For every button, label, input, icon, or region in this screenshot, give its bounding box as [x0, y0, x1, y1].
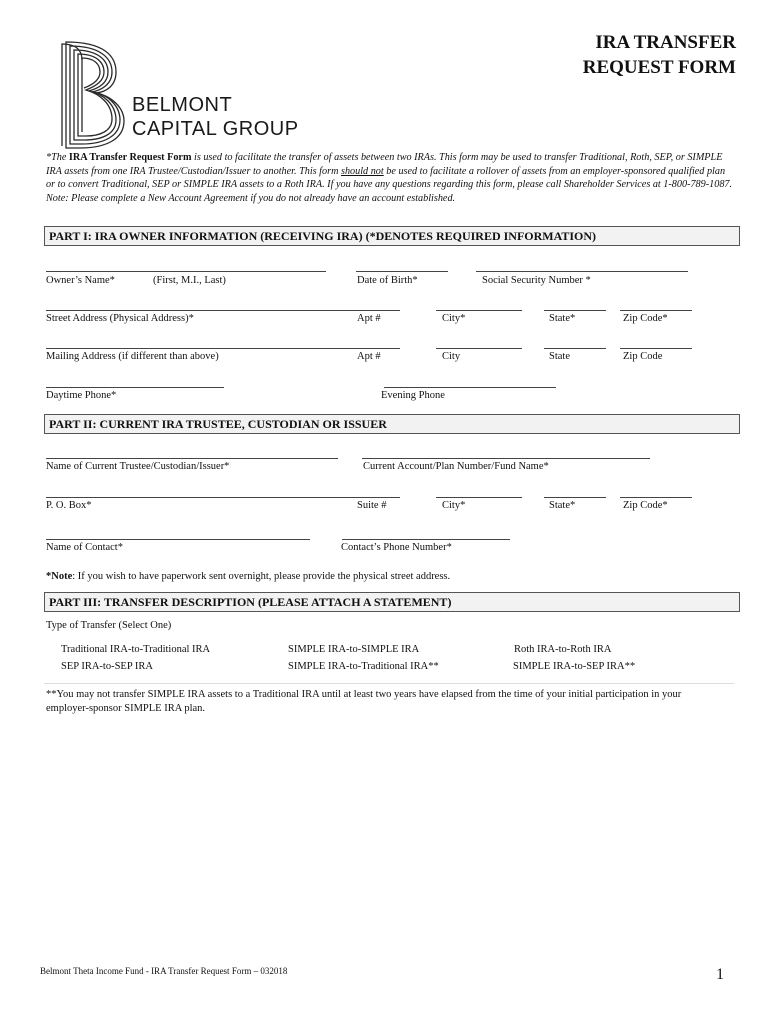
form-title-line2: REQUEST FORM: [582, 57, 736, 78]
street-label: Street Address (Physical Address)*: [46, 313, 194, 324]
option-simple-to-traditional[interactable]: SIMPLE IRA-to-Traditional IRA**: [288, 661, 439, 672]
owners-name-hint: (First, M.I., Last): [153, 275, 226, 286]
state2-label: State: [549, 351, 570, 362]
transfer-type-label: Type of Transfer (Select One): [46, 620, 172, 631]
zip1-field[interactable]: [620, 310, 692, 311]
trustee-name-label: Name of Current Trustee/Custodian/Issuer*: [46, 461, 230, 472]
logo-name-line1: BELMONT: [132, 94, 233, 116]
city2-field[interactable]: [436, 348, 522, 349]
day-phone-field[interactable]: [46, 387, 224, 388]
trustee-name-field[interactable]: [46, 458, 338, 459]
state-field[interactable]: [544, 497, 606, 498]
intro-paragraph: [46, 151, 736, 205]
state1-label: State*: [549, 313, 576, 324]
option-sep-to-sep[interactable]: SEP IRA-to-SEP IRA: [61, 661, 153, 672]
intro-part2: is used to facilitate the transfer of assets between two IRAs. This form may be used to transfer Traditional, Roth, SEP, or SIMPLE IRA assets from one IRA Trustee/Custodian/Issuer to another. This form: [46, 152, 723, 177]
zip2-field[interactable]: [620, 348, 692, 349]
logo-name-line2: CAPITAL GROUP: [132, 118, 299, 140]
owners-name-label: Owner’s Name*: [46, 275, 115, 286]
city1-label: City*: [442, 313, 466, 324]
option-simple-to-sep[interactable]: SIMPLE IRA-to-SEP IRA**: [513, 661, 636, 672]
option-traditional-to-traditional[interactable]: Traditional IRA-to-Traditional IRA: [61, 644, 211, 655]
belmont-logo-icon: [56, 40, 126, 150]
state1-field[interactable]: [544, 310, 606, 311]
street-field[interactable]: [46, 310, 400, 311]
simple-ira-footnote: **You may not transfer SIMPLE IRA assets to a Traditional IRA until at least two years have elapsed from the time of your initial participation in your employer-sponsor SIMPLE IRA plan.: [46, 689, 682, 714]
page-number: 1: [716, 966, 724, 983]
option-roth-to-roth[interactable]: Roth IRA-to-Roth IRA: [514, 644, 612, 655]
ssn-label: Social Security Number *: [482, 275, 591, 286]
footer-text: Belmont Theta Income Fund - IRA Transfer Request Form – 032018: [40, 966, 288, 976]
city-label: City*: [442, 500, 466, 511]
eve-phone-label: Evening Phone: [381, 390, 445, 401]
city1-field[interactable]: [436, 310, 522, 311]
apt2-label: Apt #: [357, 351, 381, 362]
dob-label: Date of Birth*: [357, 275, 418, 286]
part2-heading: PART II: CURRENT IRA TRUSTEE, CUSTODIAN OR ISSUER: [44, 414, 740, 434]
intro-part3: be used to facilitate a rollover of assets from an employer-sponsored qualified plan or to convert Traditional, SEP or SIMPLE IRA assets to a Roth IRA. If you have any questions regarding this form, please call Shareholder Services at 1-800-789-1087. Note: Please complete a New Account Agreement if you do not already have an account established.: [46, 165, 733, 204]
state2-field[interactable]: [544, 348, 606, 349]
eve-phone-field[interactable]: [384, 387, 556, 388]
form-title-line1: IRA TRANSFER: [595, 32, 736, 53]
po-box-field[interactable]: [46, 497, 400, 498]
state-label: State*: [549, 500, 576, 511]
zip-field[interactable]: [620, 497, 692, 498]
account-number-label: Current Account/Plan Number/Fund Name*: [363, 461, 549, 472]
contact-phone-label: Contact’s Phone Number*: [341, 542, 452, 553]
dob-field[interactable]: [356, 271, 448, 272]
suite-label: Suite #: [357, 500, 387, 511]
owners-name-field[interactable]: [46, 271, 326, 272]
zip2-label: Zip Code: [623, 351, 663, 362]
zip1-label: Zip Code*: [623, 313, 668, 324]
contact-phone-field[interactable]: [342, 539, 510, 540]
mailing-field[interactable]: [46, 348, 400, 349]
note-text: : If you wish to have paperwork sent overnight, please provide the physical street address.: [72, 571, 451, 582]
intro-bold: IRA Transfer Request Form: [68, 152, 192, 163]
note-bold: *Note: [46, 571, 73, 582]
mailing-label: Mailing Address (if different than above): [46, 351, 219, 362]
contact-label: Name of Contact*: [46, 542, 123, 553]
intro-part1: *The: [46, 152, 69, 163]
apt1-label: Apt #: [357, 313, 381, 324]
account-number-field[interactable]: [362, 458, 650, 459]
contact-field[interactable]: [46, 539, 310, 540]
overnight-note: [46, 571, 450, 583]
zip-label: Zip Code*: [623, 500, 668, 511]
day-phone-label: Daytime Phone*: [46, 390, 117, 401]
po-box-label: P. O. Box*: [46, 500, 92, 511]
city2-label: City: [442, 351, 461, 362]
part3-heading: PART III: TRANSFER DESCRIPTION (PLEASE ATTACH A STATEMENT): [44, 592, 740, 612]
city-field[interactable]: [436, 497, 522, 498]
intro-underline: should not: [340, 165, 384, 177]
option-simple-to-simple[interactable]: SIMPLE IRA-to-SIMPLE IRA: [288, 644, 420, 655]
divider: [44, 683, 734, 684]
ssn-field[interactable]: [476, 271, 688, 272]
part1-heading: PART I: IRA OWNER INFORMATION (RECEIVING IRA) (*DENOTES REQUIRED INFORMATION): [44, 226, 740, 246]
